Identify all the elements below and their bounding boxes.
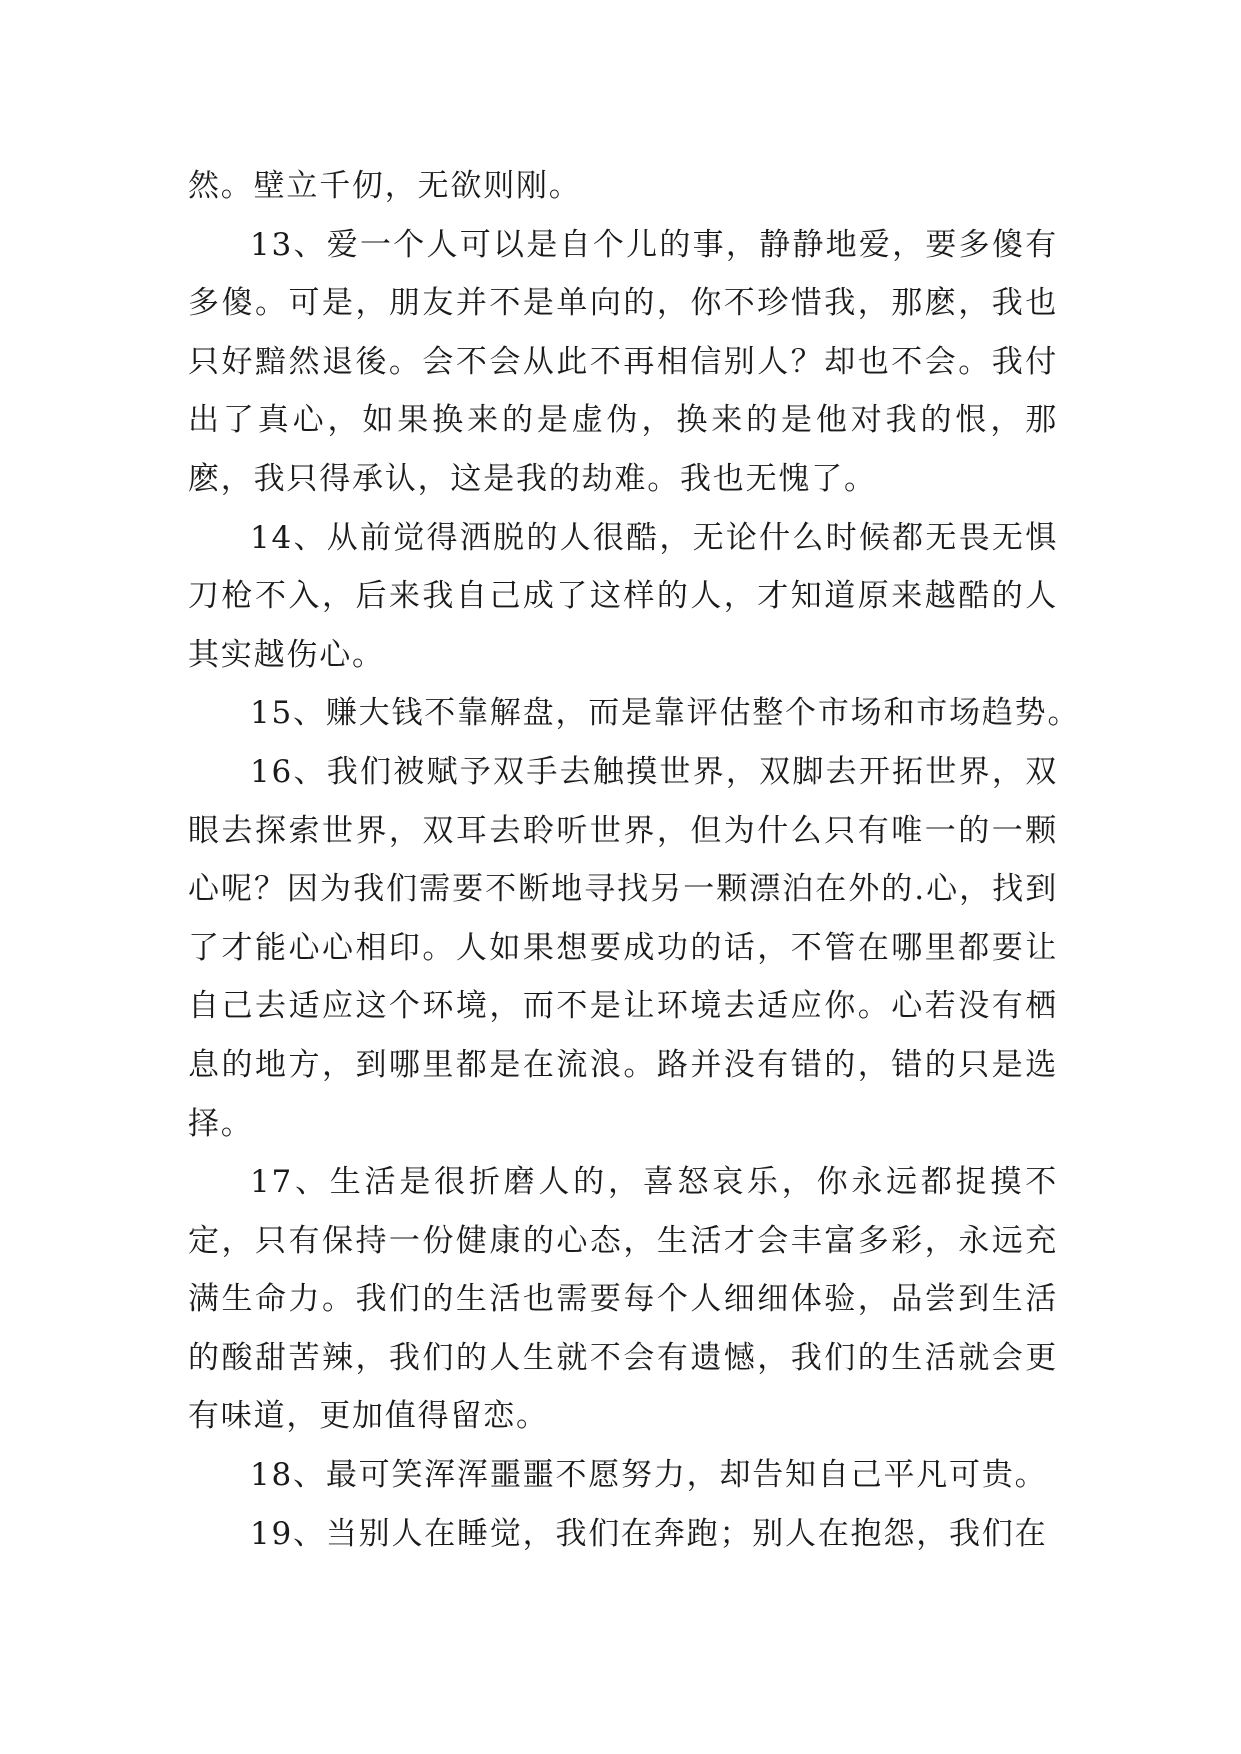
- paragraph-15: 15、赚大钱不靠解盘，而是靠评估整个市场和市场趋势。: [250, 695, 1081, 732]
- paragraph-13: 13、爱一个人可以是自个儿的事，静静地爱，要多傻有多傻。可是，朋友并不是单向的，你不珍惜我，那麽，我也只好黯然退後。会不会从此不再相信别人？却也不会。我付出了真心，如果换来的是虚伪，换来的是他对我的恨，那麽，我只得承认，这是我的劫难。我也无愧了。: [188, 226, 1058, 497]
- paragraph-18: 18、最可笑浑浑噩噩不愿努力，却告知自己平凡可贵。: [250, 1457, 1048, 1494]
- paragraph-12-continuation: 然。壁立千仞，无欲则刚。: [188, 168, 582, 204]
- paragraph-19: 19、当别人在睡觉，我们在奔跑；别人在抱怨，我们在: [250, 1515, 1048, 1552]
- document-body: [188, 157, 1081, 1563]
- paragraph-14: 14、从前觉得洒脱的人很酷，无论什么时候都无畏无惧刀枪不入，后来我自己成了这样的人，才知道原来越酷的人其实越伤心。: [188, 519, 1058, 673]
- paragraph-16: 16、我们被赋予双手去触摸世界，双脚去开拓世界，双眼去探索世界，双耳去聆听世界，但为什么只有唯一的一颗心呢？因为我们需要不断地寻找另一颗漂泊在外的.心，找到了才能心心相印。人如果想要成功的话，不管在哪里都要让自己去适应这个环境，而不是让环境去适应你。心若没有栖息的地方，到哪里都是在流浪。路并没有错的，错的只是选择。: [188, 753, 1058, 1142]
- paragraph-17: 17、生活是很折磨人的，喜怒哀乐，你永远都捉摸不定，只有保持一份健康的心态，生活才会丰富多彩，永远充满生命力。我们的生活也需要每个人细细体验，品尝到生活的酸甜苦辣，我们的人生就不会有遗憾，我们的生活就会更有味道，更加值得留恋。: [188, 1164, 1058, 1435]
